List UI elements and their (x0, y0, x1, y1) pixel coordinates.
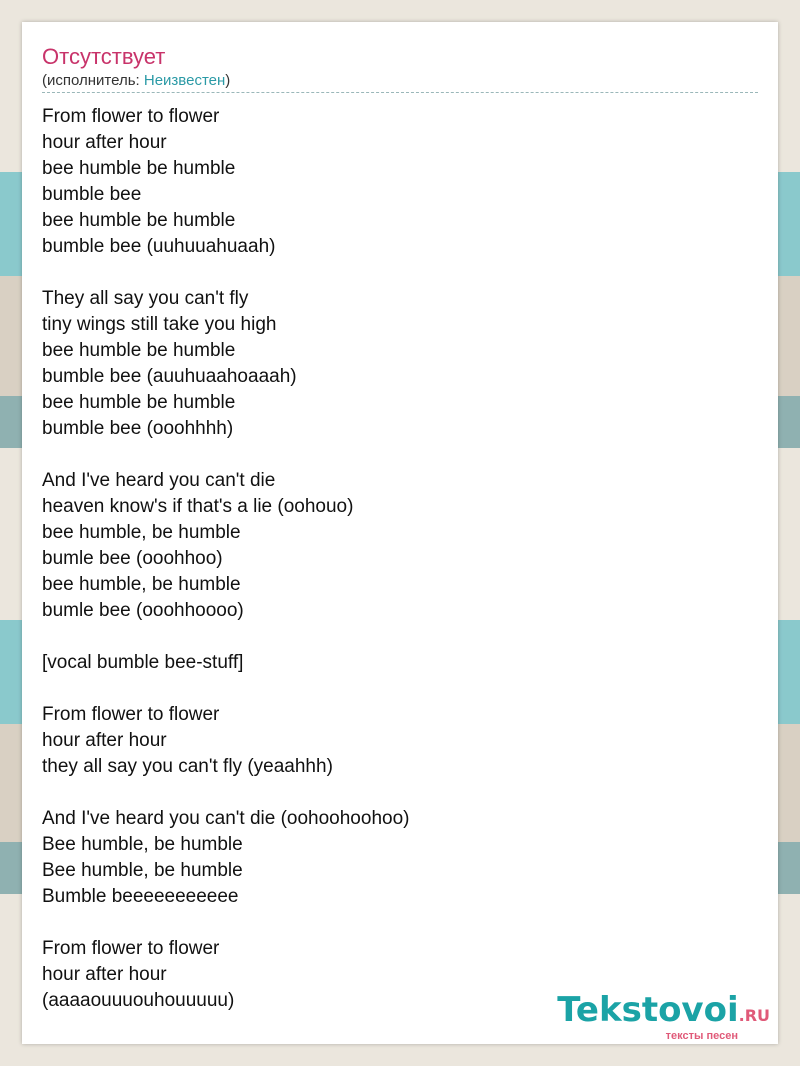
lyric-line (42, 910, 758, 936)
lyric-line: Bumble beeeeeeeeeee (42, 886, 239, 907)
lyric-line: bumle bee (ooohhoo) (42, 548, 223, 569)
lyric-line: From flower to flower (42, 704, 220, 725)
lyric-line (42, 260, 758, 286)
lyric-line: bumble bee (42, 184, 142, 205)
lyric-line: bee humble, be humble (42, 522, 241, 543)
lyric-line: hour after hour (42, 964, 167, 985)
logo-name: Tekstovoi (557, 990, 739, 1030)
lyric-line: Bee humble, be humble (42, 834, 243, 855)
lyric-line: They all say you can't fly (42, 288, 249, 309)
lyrics-card (22, 22, 778, 1044)
lyric-line: hour after hour (42, 132, 167, 153)
lyric-line: heaven know's if that's a lie (oohouo) (42, 496, 354, 517)
lyric-line: bumble bee (uuhuuahuaah) (42, 236, 276, 257)
lyric-line: (aaaaouuuouhouuuuu) (42, 990, 235, 1011)
artist-link[interactable]: Неизвестен (143, 72, 226, 89)
lyric-line: hour after hour (42, 730, 167, 751)
lyric-line: And I've heard you can't die (42, 470, 276, 491)
artist-prefix: (исполнитель: (42, 72, 144, 89)
artist-suffix: ) (225, 72, 231, 89)
title-divider (42, 92, 758, 93)
lyric-line: Bee humble, be humble (42, 860, 243, 881)
lyric-line: bee humble be humble (42, 392, 236, 413)
lyric-line: bee humble be humble (42, 158, 236, 179)
lyric-line (42, 676, 758, 702)
lyric-line: [vocal bumble bee-stuff] (42, 652, 244, 673)
lyric-line: From flower to flower (42, 938, 220, 959)
logo-tagline: тексты песен (665, 1030, 738, 1042)
lyric-line: And I've heard you can't die (oohoohoohoo) (42, 808, 410, 829)
lyrics-text (42, 104, 758, 1014)
lyric-line: From flower to flower (42, 106, 220, 127)
lyric-line: bee humble be humble (42, 210, 236, 231)
site-logo[interactable] (557, 992, 770, 1042)
lyric-line: bumble bee (ooohhhh) (42, 418, 234, 439)
lyric-line: tiny wings still take you high (42, 314, 277, 335)
lyric-line: they all say you can't fly (yeaahhh) (42, 756, 333, 777)
logo-tld: .RU (738, 1006, 770, 1025)
lyric-line: bee humble be humble (42, 340, 236, 361)
artist-line (42, 72, 230, 89)
lyric-line (42, 780, 758, 806)
song-title: Отсутствует (42, 44, 166, 69)
lyric-line: bee humble, be humble (42, 574, 241, 595)
lyric-line (42, 442, 758, 468)
lyric-line: bumble bee (auuhuaahoaaah) (42, 366, 297, 387)
lyric-line (42, 624, 758, 650)
lyric-line: bumle bee (ooohhoooo) (42, 600, 244, 621)
